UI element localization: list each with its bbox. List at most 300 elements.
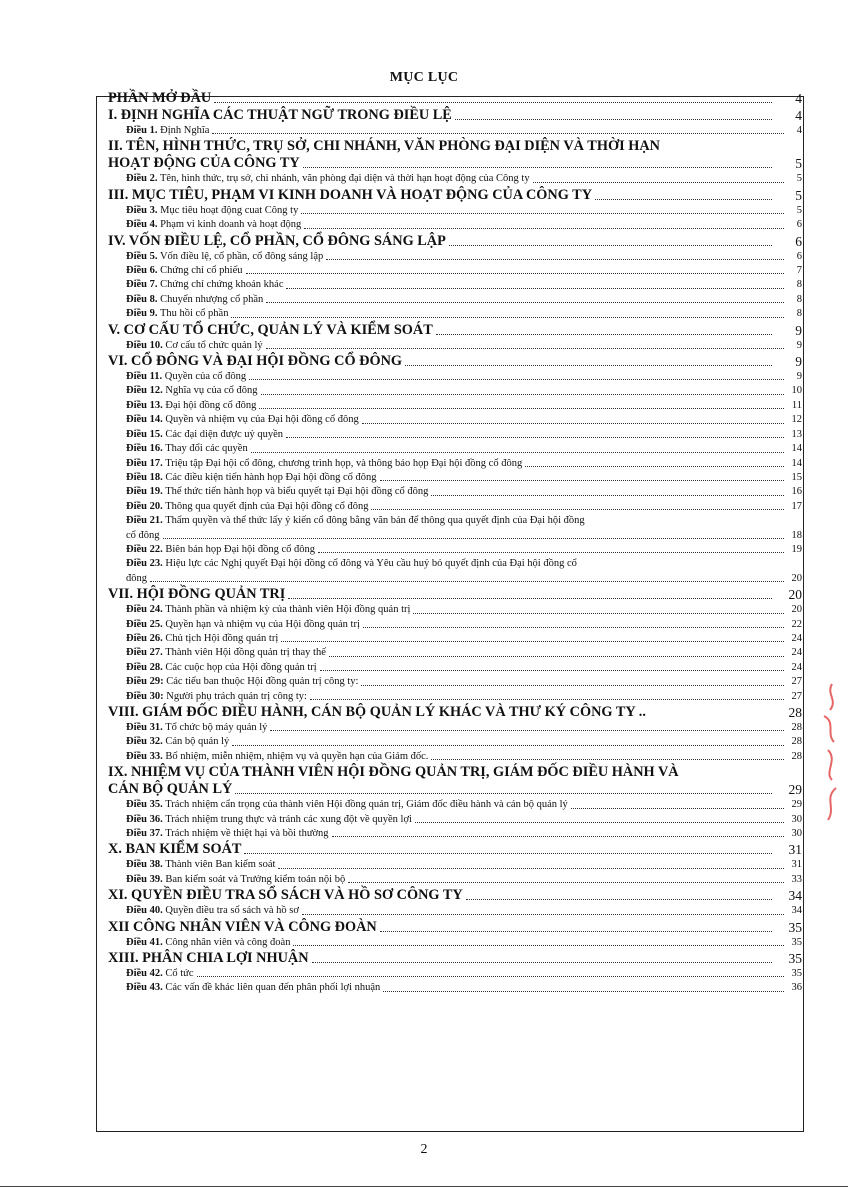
chapter-title: XI. QUYỀN ĐIỀU TRA SỔ SÁCH VÀ HỒ SƠ CÔNG TY [108,887,463,904]
article-label: Điều 42. [126,968,163,980]
article-title: Phạm vi kinh doanh và hoạt động [160,219,302,231]
toc-article-entry[interactable] [108,339,802,353]
entry-text [126,721,267,735]
page-ref: 30 [791,813,802,825]
page-ref: 8 [796,308,802,320]
entry-text [126,307,228,321]
dot-leader [286,437,784,438]
article-title: Thể thức tiến hành họp và biểu quyết tại Đại hội đồng cổ đông [165,486,429,498]
page-ref: 35 [788,919,802,935]
dot-leader [326,259,784,260]
dot-leader [431,759,784,760]
dot-leader [259,408,784,409]
article-label: Điều 29: [126,676,164,688]
toc-article-entry[interactable] [108,428,802,442]
page-ref: 27 [791,676,802,688]
dot-leader [413,613,784,614]
article-title: Chứng chỉ chứng khoán khác [160,279,284,291]
chapter-title: XIII. PHÂN CHIA LỢI NHUẬN [108,950,309,967]
dot-leader [249,379,784,380]
chapter-title-line2-row [108,155,802,172]
dot-leader [301,213,784,214]
dot-leader [251,452,784,453]
dot-leader [533,182,784,183]
page-ref: 29 [791,799,802,811]
page-ref: 7 [796,265,802,277]
article-title: Hiệu lực các Nghị quyết Đại hội đồng cổ đông và Yêu cầu huỷ bỏ quyết định của Đại hội đồng cổ [165,558,577,570]
article-title: Chuyển nhượng cổ phần [160,293,264,305]
page-ref: 17 [791,500,802,512]
article-title: Cán bộ quản lý [165,736,230,748]
page-number: 2 [420,1142,428,1157]
entry-text [126,339,263,353]
article-title: Các tiểu ban thuộc Hội đồng quản trị công ty: [166,676,359,688]
article-title: Vốn điều lệ, cổ phần, cổ đông sáng lập [159,250,324,262]
toc-article-entry[interactable] [108,721,802,735]
article-title: Người phụ trách quản trị công ty: [166,690,307,702]
article-title: Thành phần và nhiệm kỳ của thành viên Hội đồng quản trị [165,604,411,616]
dot-leader [261,394,784,395]
dot-leader [303,167,772,168]
article-title: Chứng chỉ cổ phiếu [160,265,243,277]
article-title-cont: đông [126,572,147,584]
page-ref: 9 [795,354,802,370]
toc-article-entry[interactable] [108,981,802,995]
toc-article-entry[interactable] [108,750,802,764]
toc-chapter-entry[interactable] [108,586,802,603]
dot-leader [150,581,784,582]
article-label: Điều 32. [126,736,163,748]
dot-leader [405,365,772,366]
article-label: Điều 9. [126,308,158,320]
toc-article-entry[interactable] [108,250,802,264]
page-ref: 24 [791,647,802,659]
article-title: Biên bản họp Đại hội đồng cổ đông [165,543,315,555]
page-ref: 28 [791,722,802,733]
chapter-title: IV. VỐN ĐIỀU LỆ, CỔ PHẦN, CỔ ĐÔNG SÁNG LẬP [108,232,446,249]
article-label: Điều 5. [126,250,158,262]
article-title: Cơ cấu tổ chức quản lý [165,339,263,351]
entry-text [126,904,299,918]
entry-text [126,218,301,232]
article-label: Điều 43. [126,982,163,994]
dot-leader [266,348,784,349]
article-label: Điều 30: [126,690,164,702]
toc-article-entry[interactable] [108,813,802,827]
chapter-title-line2-row [108,781,802,798]
page-ref: 14 [791,443,802,455]
dot-leader [449,245,772,246]
entry-text [126,632,278,646]
toc-article-entry[interactable] [108,471,802,485]
article-label: Điều 12. [126,385,163,397]
article-label: Điều 24. [126,604,163,616]
entry-text [126,646,326,660]
entry-text-line2-row [126,572,802,586]
article-label: Điều 3. [126,204,158,216]
article-label: Điều 20. [126,500,163,512]
entry-text [126,661,317,675]
toc-chapter-entry[interactable] [108,90,802,107]
entry-text [126,250,323,264]
toc-article-entry[interactable] [108,967,802,981]
toc-chapter-entry[interactable] [108,704,802,721]
dot-leader [363,627,784,628]
toc-article-entry[interactable] [108,603,802,617]
dot-leader [293,945,784,946]
entry-text [126,618,360,632]
entry-text [126,370,246,384]
entry-text [126,750,428,764]
page-ref: 13 [791,428,802,440]
article-label: Điều 41. [126,936,163,948]
page-ref: 12 [791,414,802,426]
dot-leader [246,273,784,274]
entry-text [126,384,258,398]
article-title: Tên, hình thức, trụ sở, chi nhánh, văn phòng đại diện và thời hạn hoạt động của Công ty [159,173,530,185]
article-label: Điều 7. [126,279,158,291]
entry-text [126,798,568,812]
page-ref: 6 [796,250,802,262]
article-title: Thành viên Hội đồng quản trị thay thế [165,647,326,659]
toc-chapter-entry[interactable] [108,107,802,124]
dot-leader [286,288,784,289]
toc-article-entry[interactable] [108,873,802,887]
dot-leader [380,480,785,481]
article-label: Điều 23. [126,558,163,570]
toc-article-entry[interactable] [108,124,802,138]
toc-chapter-entry[interactable] [108,353,802,370]
article-title: Thẩm quyền và thể thức lấy ý kiến cổ đông bằng văn bản để thông qua quyết định của Đại hội đồng [165,515,585,527]
entry-text [126,858,275,872]
entry-text [126,813,412,827]
page-ref: 31 [788,842,802,858]
chapter-title-line2: CÁN BỘ QUẢN LÝ [108,781,233,798]
toc-chapter-entry[interactable] [108,887,802,904]
article-label: Điều 22. [126,543,163,555]
toc-article-entry[interactable] [108,735,802,749]
article-title: Thay đổi các quyền [165,443,248,455]
dot-leader [312,962,772,963]
dot-leader [436,334,772,335]
dot-leader [362,423,784,424]
article-title: Công nhân viên và công đoàn [165,936,291,948]
article-label: Điều 33. [126,750,163,762]
toc-article-entry[interactable] [108,500,802,514]
toc-article-entry[interactable] [108,485,802,499]
article-label: Điều 19. [126,486,163,498]
article-label: Điều 18. [126,471,163,483]
article-title: Các điều kiện tiến hành họp Đại hội đồng cổ đông [165,471,377,483]
article-title: Thành viên Ban kiểm soát [165,859,276,871]
toc-article-entry[interactable] [108,172,802,186]
chapter-title-line1: II. TÊN, HÌNH THỨC, TRỤ SỞ, CHI NHÁNH, VĂN PHÒNG ĐẠI DIỆN VÀ THỜI HẠN [108,138,660,155]
scan-edge-line [0,1186,848,1187]
toc-chapter-entry[interactable] [108,138,802,172]
page-ref: 34 [788,888,802,904]
article-label: Điều 6. [126,265,158,277]
toc-article-entry[interactable] [108,399,802,413]
toc-title: MỤC LỤC [389,70,459,85]
page-ref: 19 [791,543,802,555]
article-label: Điều 40. [126,905,163,917]
page-ref: 10 [791,385,802,397]
dot-leader [431,495,784,496]
article-title: Các vấn đề khác liên quan đến phân phối lợi nhuận [165,982,381,994]
article-label: Điều 35. [126,799,163,811]
toc-article-entry[interactable] [108,675,802,689]
article-label: Điều 16. [126,443,163,455]
article-title: Ban kiểm soát và Trưởng kiểm toán nội bộ [165,873,346,885]
article-label: Điều 13. [126,399,163,411]
dot-leader [415,822,784,823]
page-ref: 15 [791,471,802,483]
chapter-title: X. BAN KIỂM SOÁT [108,841,242,858]
toc-article-entry[interactable] [108,936,802,950]
dot-leader [380,931,772,932]
page-ref: 4 [796,125,802,136]
toc-chapter-entry[interactable] [108,322,802,339]
toc-article-entry[interactable] [108,632,802,646]
dot-leader [371,509,784,510]
dot-leader [266,302,784,303]
page-ref: 30 [791,828,802,840]
dot-leader [281,641,784,642]
chapter-title: V. CƠ CẤU TỔ CHỨC, QUẢN LÝ VÀ KIỂM SOÁT [108,321,433,338]
article-label: Điều 17. [126,457,163,469]
toc-chapter-entry[interactable] [108,841,802,858]
dot-leader [318,552,784,553]
toc-article-entry[interactable] [108,557,802,586]
dot-leader [212,133,784,134]
article-label: Điều 31. [126,722,163,733]
article-label: Điều 4. [126,219,158,231]
page-ref: 5 [795,187,802,203]
page-ref: 36 [791,982,802,994]
entry-text [126,543,315,557]
article-label: Điều 26. [126,632,163,644]
article-label: Điều 2. [126,173,158,185]
toc-article-entry[interactable] [108,384,802,398]
toc-chapter-entry[interactable] [108,764,802,798]
article-label: Điều 14. [126,414,163,426]
article-label: Điều 1. [126,125,158,136]
article-title-cont: cổ đông [126,529,160,541]
dot-leader [231,317,784,318]
entry-text [126,293,263,307]
toc-article-entry[interactable] [108,218,802,232]
page-ref: 18 [791,529,802,541]
entry-text [126,399,256,413]
entry-text [126,981,380,995]
entry-text [126,264,243,278]
entry-text [126,485,428,499]
page-ref: 6 [796,219,802,231]
entry-text [126,967,194,981]
toc-chapter-entry[interactable] [108,187,802,204]
chapter-title-line2: HOẠT ĐỘNG CỦA CÔNG TY [108,155,300,172]
entry-text-line1 [126,557,802,571]
toc-chapter-entry[interactable] [108,233,802,250]
entry-text [126,873,345,887]
article-label: Điều 15. [126,428,163,440]
page-ref: 6 [795,233,802,249]
page-ref: 34 [791,905,802,917]
toc-article-entry[interactable] [108,370,802,384]
dot-leader [214,102,772,103]
chapter-title: XII CÔNG NHÂN VIÊN VÀ CÔNG ĐOÀN [108,918,377,935]
entry-text [126,457,522,471]
page-ref: 5 [796,204,802,216]
article-title: Thông qua quyết định của Đại hội đồng cổ đông [165,500,369,512]
dot-leader [232,745,784,746]
article-title: Định Nghĩa [160,125,210,136]
page-ref: 9 [796,371,802,383]
red-stamp-mark [818,680,844,830]
page-ref: 28 [791,750,802,762]
dot-leader [571,808,784,809]
article-title: Thu hồi cổ phần [159,308,229,320]
page-ref: 4 [795,91,802,106]
page-ref: 20 [791,604,802,616]
toc-article-entry[interactable] [108,646,802,660]
page-ref: 16 [791,486,802,498]
toc-article-entry[interactable] [108,307,802,321]
toc-article-entry[interactable] [108,278,802,292]
page-ref: 8 [796,279,802,291]
article-label: Điều 11. [126,371,163,383]
entry-text [126,675,358,689]
article-label: Điều 28. [126,661,163,673]
toc-article-entry[interactable] [108,204,802,218]
entry-text [126,936,290,950]
page-ref: 28 [791,736,802,748]
article-title: Chủ tịch Hội đồng quản trị [165,632,279,644]
entry-text [126,603,410,617]
article-title: Các đại diện được uỷ quyền [165,428,284,440]
article-title: Mục tiêu hoạt động cuat Công ty [160,204,299,216]
article-title: Quyền điều tra sổ sách và hồ sơ [165,905,299,917]
toc-article-entry[interactable] [108,543,802,557]
chapter-title: III. MỤC TIÊU, PHẠM VI KINH DOANH VÀ HOẠT ĐỘNG CỦA CÔNG TY [108,186,593,203]
dot-leader [348,882,784,883]
article-label: Điều 37. [126,828,163,840]
page-ref: 5 [796,173,802,185]
entry-text-line1 [126,514,802,528]
entry-text [126,204,298,218]
toc-chapter-entry[interactable] [108,919,802,936]
article-title: Cổ tức [165,968,194,980]
article-label: Điều 10. [126,339,163,351]
chapter-title: VI. CỔ ĐÔNG VÀ ĐẠI HỘI ĐỒNG CỔ ĐÔNG [108,353,403,370]
toc-article-entry[interactable] [108,413,802,427]
article-label: Điều 38. [126,859,163,871]
article-title: Trách nhiệm trung thực và tránh các xung đột về quyền lợi [165,813,412,825]
toc-article-entry[interactable] [108,904,802,918]
page-ref: 33 [791,873,802,885]
toc-article-entry[interactable] [108,827,802,841]
entry-text [126,124,209,138]
article-label: Điều 21. [126,515,163,527]
toc-article-entry[interactable] [108,858,802,872]
dot-leader [288,598,772,599]
toc-article-entry[interactable] [108,442,802,456]
toc-article-entry[interactable] [108,618,802,632]
toc-article-entry[interactable] [108,798,802,812]
entry-text [126,278,283,292]
article-label: Điều 25. [126,618,163,630]
article-title: Tổ chức bộ máy quản lý [165,722,268,733]
article-title: Bổ nhiệm, miễn nhiệm, nhiệm vụ và quyền hạn của Giám đốc. [165,750,429,762]
page-ref: 14 [791,457,802,469]
entry-text [126,827,329,841]
entry-text [126,172,530,186]
article-title: Triệu tập Đại hội cổ đông, chương trình họp, và thông báo họp Đại hội đồng cổ đông [165,457,523,469]
toc-chapter-entry[interactable] [108,950,802,967]
chapter-title: PHẦN MỞ ĐẦU [108,90,212,106]
toc-article-entry[interactable] [108,514,802,543]
entry-text [126,500,368,514]
page-ref: 8 [796,293,802,305]
dot-leader [595,199,772,200]
article-title: Trách nhiệm cẩn trọng của thành viên Hội đồng quản trị, Giám đốc điều hành và cán bộ quản lý [165,799,568,811]
chapter-title: VIII. GIÁM ĐỐC ĐIỀU HÀNH, CÁN BỘ QUẢN LÝ KHÁC VÀ THƯ KÝ CÔNG TY .. [108,704,646,720]
toc-article-entry[interactable] [108,457,802,471]
toc-article-entry[interactable] [108,661,802,675]
article-title: Quyền hạn và nhiệm vụ của Hội đồng quản trị [165,618,360,630]
page-ref: 22 [791,618,802,630]
entry-text [126,428,283,442]
entry-text [126,471,377,485]
article-title: Quyền của cổ đông [164,371,247,383]
page-ref: 31 [791,859,802,871]
toc-article-entry[interactable] [108,690,802,704]
page-ref: 20 [788,587,802,603]
article-title: Đại hội đồng cổ đông [165,399,257,411]
dot-leader [332,836,784,837]
page-ref: 29 [788,782,802,798]
dot-leader [278,868,784,869]
page-ref: 11 [791,399,802,411]
article-label: Điều 36. [126,813,163,825]
entry-text-line2-row [126,529,802,543]
table-of-contents [108,90,802,996]
dot-leader [235,793,772,794]
article-title: Quyền và nhiệm vụ của Đại hội đồng cổ đông [165,414,359,426]
article-label: Điều 8. [126,293,158,305]
page-ref: 35 [788,951,802,967]
entry-text [126,735,229,749]
toc-article-entry[interactable] [108,293,802,307]
article-title: Trách nhiệm về thiệt hại và bồi thường [165,828,329,840]
dot-leader [455,119,772,120]
dot-leader [361,685,784,686]
article-label: Điều 39. [126,873,163,885]
entry-text [126,413,359,427]
page-ref: 9 [795,322,802,338]
chapter-title: I. ĐỊNH NGHĨA CÁC THUẬT NGỮ TRONG ĐIỀU LỆ [108,107,452,123]
page-ref: 9 [796,339,802,351]
page-ref: 28 [788,705,802,720]
dot-leader [329,656,784,657]
chapter-title-line1: IX. NHIỆM VỤ CỦA THÀNH VIÊN HỘI ĐỒNG QUẢN TRỊ, GIÁM ĐỐC ĐIỀU HÀNH VÀ [108,764,679,781]
entry-text [126,690,307,704]
toc-article-entry[interactable] [108,264,802,278]
dot-leader [197,976,784,977]
page-ref: 24 [791,632,802,644]
page-ref: 27 [791,690,802,702]
page-ref: 24 [791,661,802,673]
